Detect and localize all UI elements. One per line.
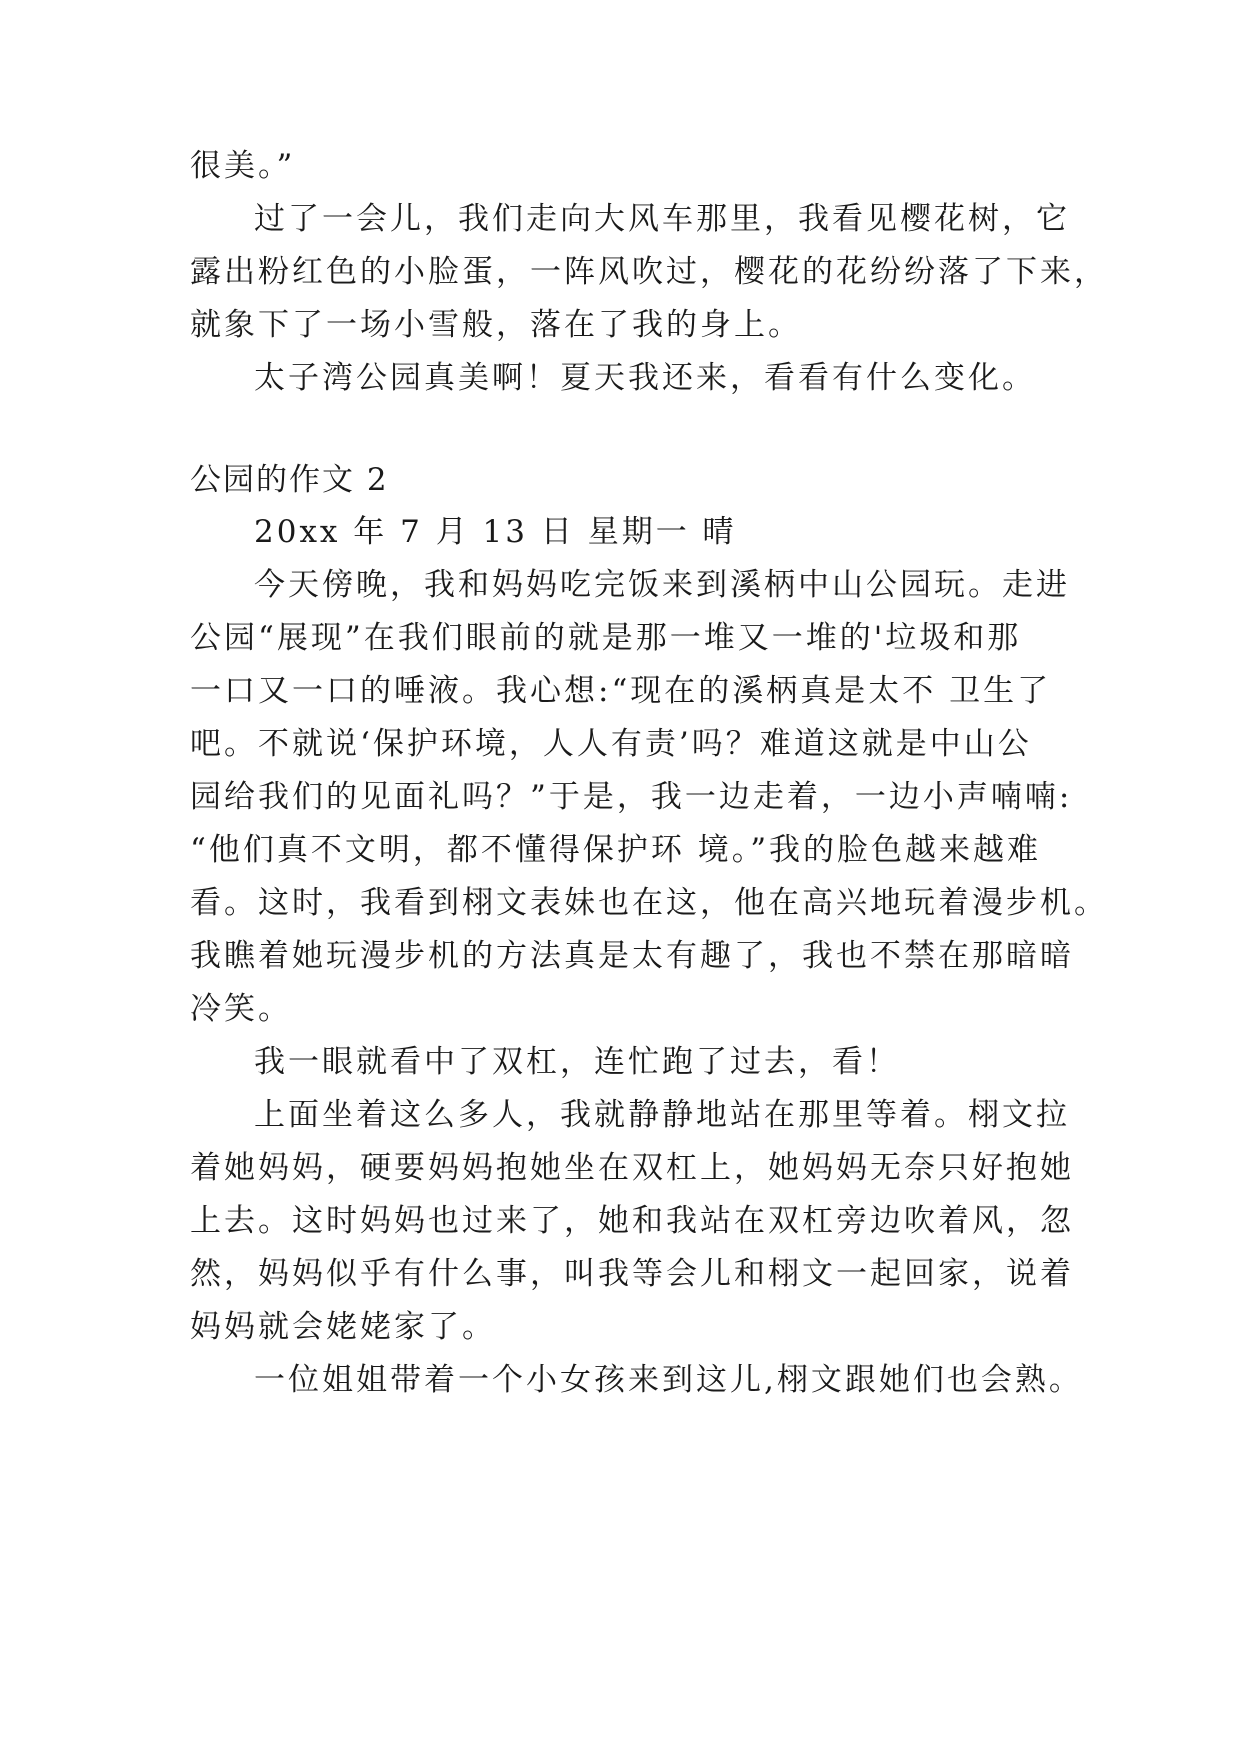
paragraph-line: 过了一会儿，我们走向大风车那里，我看见樱花树，它 xyxy=(254,201,1070,237)
date-line: 20xx 年 7 月 13 日 星期一 晴 xyxy=(254,514,737,550)
paragraph-line: 冷笑。 xyxy=(190,991,292,1027)
section-heading: 公园的作文 2 xyxy=(190,462,389,498)
paragraph-line: 看。这时，我看到栩文表妹也在这，他在高兴地玩着漫步机。 xyxy=(190,885,1108,921)
paragraph-line: 露出粉红色的小脸蛋，一阵风吹过，樱花的花纷纷落了下来， xyxy=(190,254,1108,290)
paragraph-line: 今天傍晚，我和妈妈吃完饭来到溪柄中山公园玩。走进 xyxy=(254,567,1070,603)
paragraph-line: 上面坐着这么多人，我就静静地站在那里等着。栩文拉 xyxy=(254,1097,1070,1133)
paragraph-line: 很美。” xyxy=(190,148,296,184)
paragraph-line: “他们真不文明，都不懂得保护环 境。”我的脸色越来越难 xyxy=(190,832,1042,868)
paragraph-line: 上去。这时妈妈也过来了，她和我站在双杠旁边吹着风，忽 xyxy=(190,1203,1074,1239)
paragraph-line: 妈妈就会姥姥家了。 xyxy=(190,1309,496,1345)
paragraph-line: 园给我们的见面礼吗？”于是，我一边走着，一边小声喃喃: xyxy=(190,779,1073,815)
paragraph-line: 就象下了一场小雪般，落在了我的身上。 xyxy=(190,307,802,343)
paragraph-line: 太子湾公园真美啊！夏天我还来，看看有什么变化。 xyxy=(254,360,1036,396)
paragraph-line: 一口又一口的唾液。我心想:“现在的溪柄真是太不 卫生了 xyxy=(190,673,1052,709)
paragraph-line: 我瞧着她玩漫步机的方法真是太有趣了，我也不禁在那暗暗 xyxy=(190,938,1074,974)
paragraph-line: 一位姐姐带着一个小女孩来到这儿,栩文跟她们也会熟。 xyxy=(254,1362,1083,1398)
paragraph-line: 吧。不就说‘保护环境，人人有责’吗？难道这就是中山公 xyxy=(190,726,1032,762)
paragraph-line: 然，妈妈似乎有什么事，叫我等会儿和栩文一起回家，说着 xyxy=(190,1256,1074,1292)
paragraph-line: 我一眼就看中了双杠，连忙跑了过去，看！ xyxy=(254,1044,900,1080)
paragraph-line: 着她妈妈，硬要妈妈抱她坐在双杠上，她妈妈无奈只好抱她 xyxy=(190,1150,1074,1186)
paragraph-line: 公园“展现”在我们眼前的就是那一堆又一堆的'垃圾和那 xyxy=(190,620,1022,656)
